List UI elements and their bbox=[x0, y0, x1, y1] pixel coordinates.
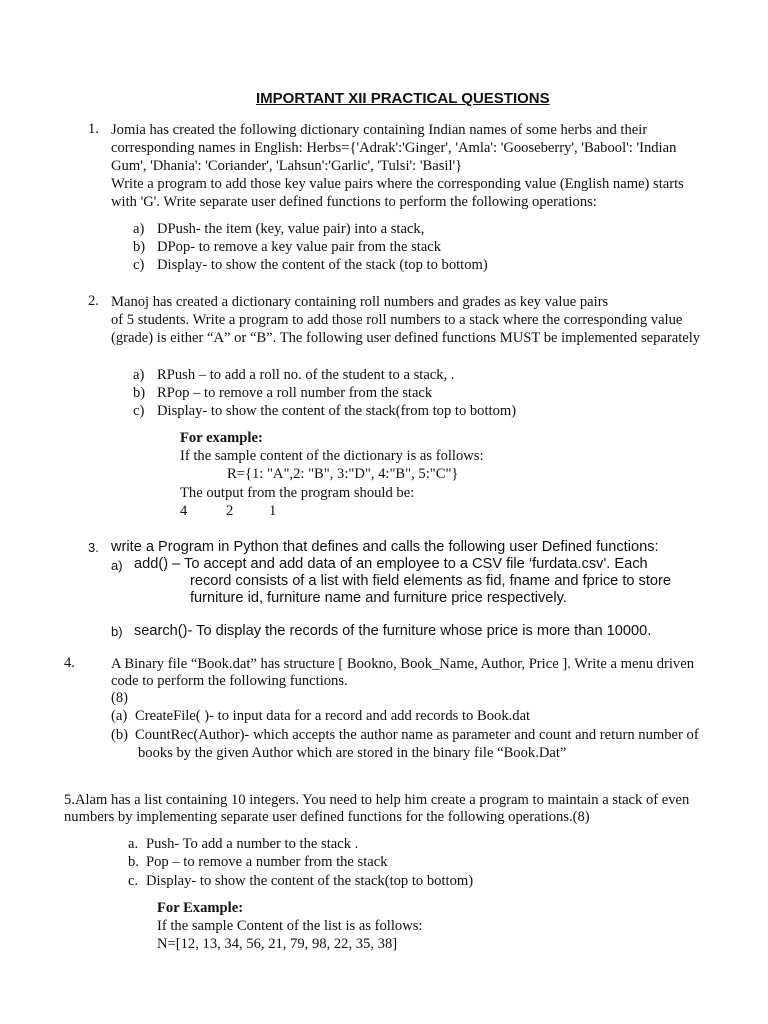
q4-item-text: CountRec(Author)- which accepts the author name as parameter and count and return number of bbox=[135, 727, 699, 743]
q2-item-text: Display- to show the content of the stack(from top to bottom) bbox=[157, 403, 517, 419]
q5-item-text: Push- To add a number to the stack . bbox=[146, 836, 359, 852]
q2-number: 2. bbox=[88, 293, 99, 309]
page-title: IMPORTANT XII PRACTICAL QUESTIONS bbox=[256, 90, 550, 107]
q2-line-3: (grade) is either “A” or “B”. The following user defined functions MUST be implemented separately bbox=[111, 330, 701, 346]
q2-example-heading: For example: bbox=[180, 430, 263, 446]
q2-output-value: 1 bbox=[269, 503, 277, 519]
q5-item-text: Display- to show the content of the stack(top to bottom) bbox=[146, 873, 474, 889]
q2-line-2: of 5 students. Write a program to add those roll numbers to a stack where the corresponding value bbox=[111, 312, 683, 328]
q2-example-dict: R={1: "A",2: "B", 3:"D", 4:"B", 5:"C"} bbox=[227, 466, 459, 482]
q2-item-text: RPop – to remove a roll number from the stack bbox=[157, 385, 433, 401]
q2-item-text: RPush – to add a roll no. of the student to a stack, . bbox=[157, 367, 455, 383]
q5-item-text: Pop – to remove a number from the stack bbox=[146, 854, 388, 870]
q5-item-label: a. bbox=[128, 836, 139, 852]
q1-item-label: b) bbox=[133, 239, 146, 255]
q3-b-text: search()- To display the records of the furniture whose price is more than 10000. bbox=[134, 623, 652, 639]
q5-example-list: N=[12, 13, 34, 56, 21, 79, 98, 22, 35, 38] bbox=[157, 936, 398, 952]
q3-b-label: b) bbox=[111, 624, 123, 639]
q1-item-text: DPop- to remove a key value pair from the stack bbox=[157, 239, 442, 255]
q4-line-2: code to perform the following functions. bbox=[111, 673, 348, 689]
q3-a-line-3: furniture id, furniture name and furniture price respectively. bbox=[190, 590, 567, 606]
q1-line-1: Jomia has created the following dictionary containing Indian names of some herbs and their bbox=[111, 122, 648, 138]
q3-a-line-2: record consists of a list with field elements as fid, fname and fprice to store bbox=[190, 573, 672, 589]
q5-item-label: c. bbox=[128, 873, 139, 889]
q5-line-2: numbers by implementing separate user defined functions for the following operations.(8) bbox=[64, 809, 590, 825]
q4-item-label: (a) bbox=[111, 708, 128, 724]
q4-item-text: CreateFile( )- to input data for a record and add records to Book.dat bbox=[135, 708, 531, 724]
q3-intro: write a Program in Python that defines and calls the following user Defined functions: bbox=[111, 539, 659, 555]
q5-example-heading: For Example: bbox=[157, 900, 244, 916]
q4-item-text: books by the given Author which are stored in the binary file “Book.Dat” bbox=[138, 745, 567, 761]
q2-example-line-1: If the sample content of the dictionary is as follows: bbox=[180, 448, 484, 464]
q1-line-2: corresponding names in English: Herbs={'Adrak':'Ginger', 'Amla': 'Gooseberry', 'Babool': 'Indian bbox=[111, 140, 677, 156]
q3-a-label: a) bbox=[111, 558, 123, 573]
q2-item-label: a) bbox=[133, 367, 145, 383]
q4-line-1: A Binary file “Book.dat” has structure [ Bookno, Book_Name, Author, Price ]. Write a menu driven bbox=[111, 656, 694, 672]
q1-item-text: Display- to show the content of the stack (top to bottom) bbox=[157, 257, 488, 273]
q1-item-text: DPush- the item (key, value pair) into a stack, bbox=[157, 221, 425, 237]
q3-number: 3. bbox=[88, 540, 99, 555]
q3-a-line-1: add() – To accept and add data of an employee to a CSV file ‘furdata.csv'. Each bbox=[134, 556, 648, 572]
q2-example-line-2: The output from the program should be: bbox=[180, 485, 415, 501]
q1-line-3: Gum', 'Dhania': 'Coriander', 'Lahsun':'Garlic', 'Tulsi': 'Basil'} bbox=[111, 158, 463, 174]
q2-output-value: 4 bbox=[180, 503, 188, 519]
q4-item-label: (b) bbox=[111, 727, 129, 743]
q5-item-label: b. bbox=[128, 854, 139, 870]
q5-example-line-1: If the sample Content of the list is as follows: bbox=[157, 918, 423, 934]
q2-line-1: Manoj has created a dictionary containing roll numbers and grades as key value pairs bbox=[111, 294, 609, 310]
q1-number: 1. bbox=[88, 121, 99, 137]
q1-line-4: Write a program to add those key value pairs where the corresponding value (English name) starts bbox=[111, 176, 684, 192]
q2-item-label: b) bbox=[133, 385, 146, 401]
q4-number: 4. bbox=[64, 655, 75, 671]
q5-line-1: 5.Alam has a list containing 10 integers. You need to help him create a program to maintain a stack of even bbox=[64, 792, 690, 808]
q2-item-label: c) bbox=[133, 403, 145, 419]
q1-item-label: a) bbox=[133, 221, 145, 237]
q1-item-label: c) bbox=[133, 257, 145, 273]
q1-line-5: with 'G'. Write separate user defined functions to perform the following operations: bbox=[111, 194, 597, 210]
q4-line-3: (8) bbox=[111, 690, 129, 706]
q2-output-value: 2 bbox=[226, 503, 234, 519]
